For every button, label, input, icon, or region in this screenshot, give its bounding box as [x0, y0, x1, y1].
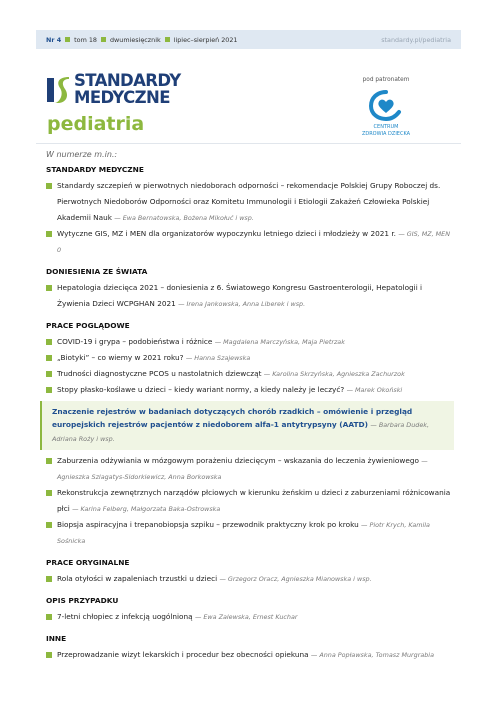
article-authors: — Karolina Skrzyńska, Agnieszka Zachurzok: [263, 370, 405, 378]
article-item[interactable]: [46, 178, 454, 226]
article-title: Przeprowadzanie wizyt lekarskich i procedur bez obecności opiekuna: [57, 650, 309, 659]
featured-article[interactable]: [40, 401, 454, 450]
article-title: „Biotyki” – co wiemy w 2021 roku?: [57, 353, 184, 362]
article-authors: — Agnieszka Szlagatys-Sidorkiewicz, Anna Borkowska: [57, 457, 428, 481]
featured-article-authors: — Barbara Dudek, Adriana Roży i wsp.: [52, 421, 429, 443]
bullet-square-icon: [46, 285, 52, 291]
article-authors: — Hanna Szajewska: [185, 354, 251, 362]
bullet-square-icon: [46, 576, 52, 582]
article-title: 7-letni chłopiec z infekcją uogólnioną: [57, 612, 193, 621]
logo-s-mark-icon: [47, 74, 71, 106]
article-title: Wytyczne GIS, MZ i MEN dla organizatorów wypoczynku letniego dzieci i młodzieży w 2021 r.: [57, 229, 396, 238]
article-item[interactable]: [46, 647, 454, 663]
logo-line-1: STANDARDY: [74, 71, 181, 90]
article-item[interactable]: [46, 334, 454, 350]
separator-square-icon: [165, 37, 170, 42]
article-authors: — Ewa Bernatowska, Bożena Mikołuć i wsp.: [114, 214, 254, 222]
article-item[interactable]: [46, 609, 454, 625]
article-item[interactable]: [46, 571, 454, 587]
section-title: OPIS PRZYPADKU: [46, 596, 119, 605]
logo-wordmark: [74, 72, 181, 106]
heart-logo-icon: [368, 88, 404, 122]
patronage-block: [356, 77, 416, 138]
bullet-square-icon: [46, 522, 52, 528]
bullet-square-icon: [46, 371, 52, 377]
article-authors: — Irena Jankowska, Anna Liberek i wsp.: [178, 300, 306, 308]
journal-subtitle: pediatria: [47, 113, 145, 135]
article-authors: — GIS, MZ, MEN 0: [57, 230, 450, 254]
patronage-label: pod patronatem: [362, 77, 410, 83]
article-authors: — Grzegorz Oracz, Agnieszka Mianowska i wsp.: [219, 575, 372, 583]
article-authors: — Anna Popławska, Tomasz Murgrabia: [310, 651, 434, 659]
article-authors: — Marek Okoński: [346, 386, 403, 394]
article-title: COVID-19 i grypa – podobieństwa i różnice: [57, 337, 213, 346]
issue-bar: [36, 30, 461, 49]
article-title: Hepatologia dziecięca 2021 – doniesienia z 6. Światowego Kongresu Gastroenterologii, Hepatologii i Żywienia Dzieci WCPGHAN 2021: [57, 283, 423, 308]
separator-square-icon: [65, 37, 70, 42]
section-title: STANDARDY MEDYCZNE: [46, 165, 144, 174]
article-title: Standardy szczepień w pierwotnych niedoborach odporności – rekomendacje Polskiej Grupy Roboczej ds. Pierwotnych Niedoborów Odporności oraz Komitetu Immunologii i Etiologii Zakażeń Człowieka Polskiej Akademii Nauk: [57, 181, 441, 222]
article-item[interactable]: [46, 453, 454, 485]
article-item[interactable]: [46, 226, 454, 258]
bullet-square-icon: [46, 231, 52, 237]
bullet-square-icon: [46, 387, 52, 393]
article-authors: — Piotr Krych, Kamila Sośnicka: [57, 521, 430, 545]
article-title: Biopsja aspiracyjna i trepanobiopsja szpiku – przewodnik praktyczny krok po kroku: [57, 520, 359, 529]
patronage-org: [356, 124, 416, 138]
bullet-square-icon: [46, 183, 52, 189]
article-item[interactable]: [46, 350, 454, 366]
contents-list: [46, 150, 454, 663]
bullet-square-icon: [46, 355, 52, 361]
article-title: Trudności diagnostyczne PCOS u nastolatnich dziewcząt: [57, 369, 262, 378]
featured-article-title: Znaczenie rejestrów w badaniach dotyczących chorób rzadkich – omówienie i przegląd europejskich rejestrów pacjentów z niedoborem alfa-1 antytrypsyny (AATD): [52, 407, 413, 429]
article-title: Zaburzenia odżywiania w mózgowym porażeniu dziecięcym – wskazania do leczenia żywieniowego: [57, 456, 419, 465]
article-authors: — Karina Felberg, Małgorzata Baka-Ostrowska: [72, 505, 221, 513]
section-title: PRACE POGLĄDOWE: [46, 321, 130, 330]
article-authors: — Magdalena Marczyńska, Maja Pietrzak: [214, 338, 345, 346]
separator-square-icon: [101, 37, 106, 42]
divider: [36, 143, 461, 144]
patronage-org-line-1: CENTRUM: [373, 124, 399, 130]
article-item[interactable]: [46, 485, 454, 517]
article-item[interactable]: [46, 382, 454, 398]
issue-frequency: dwumiesięcznik: [109, 35, 161, 44]
contents-intro: W numerze m.in.:: [46, 150, 118, 159]
logo-line-2: MEDYCZNE: [74, 88, 170, 107]
bullet-square-icon: [46, 458, 52, 464]
issue-meta: [46, 36, 238, 44]
section-title: INNE: [46, 634, 67, 643]
article-title: Rola otyłości w zapaleniach trzustki u dzieci: [57, 574, 218, 583]
section-title: PRACE ORYGINALNE: [46, 558, 130, 567]
issue-period: lipiec–sierpień 2021: [173, 35, 238, 44]
article-title: Stopy płasko-koślawe u dzieci – kiedy wariant normy, a kiedy należy je leczyć?: [57, 385, 345, 394]
article-authors: — Ewa Zalewska, Ernest Kuchar: [194, 613, 298, 621]
article-item[interactable]: [46, 366, 454, 382]
article-item[interactable]: [46, 517, 454, 549]
article-item[interactable]: [46, 280, 454, 312]
patronage-org-line-2: ZDROWIA DZIECKA: [361, 131, 411, 137]
section-title: DONIESIENIA ZE ŚWIATA: [46, 267, 148, 276]
article-title: Rekonstrukcja zewnętrznych narządów płciowych w kierunku żeńskim u dzieci z zaburzeniami różnicowania płci: [57, 488, 451, 513]
bullet-square-icon: [46, 614, 52, 620]
bullet-square-icon: [46, 490, 52, 496]
issue-volume: tom 18: [74, 35, 97, 44]
bullet-square-icon: [46, 339, 52, 345]
journal-logo: [47, 72, 197, 108]
bullet-square-icon: [46, 652, 52, 658]
issue-number: Nr 4: [46, 35, 62, 44]
journal-url[interactable]: standardy.pl/pediatria: [381, 35, 451, 44]
